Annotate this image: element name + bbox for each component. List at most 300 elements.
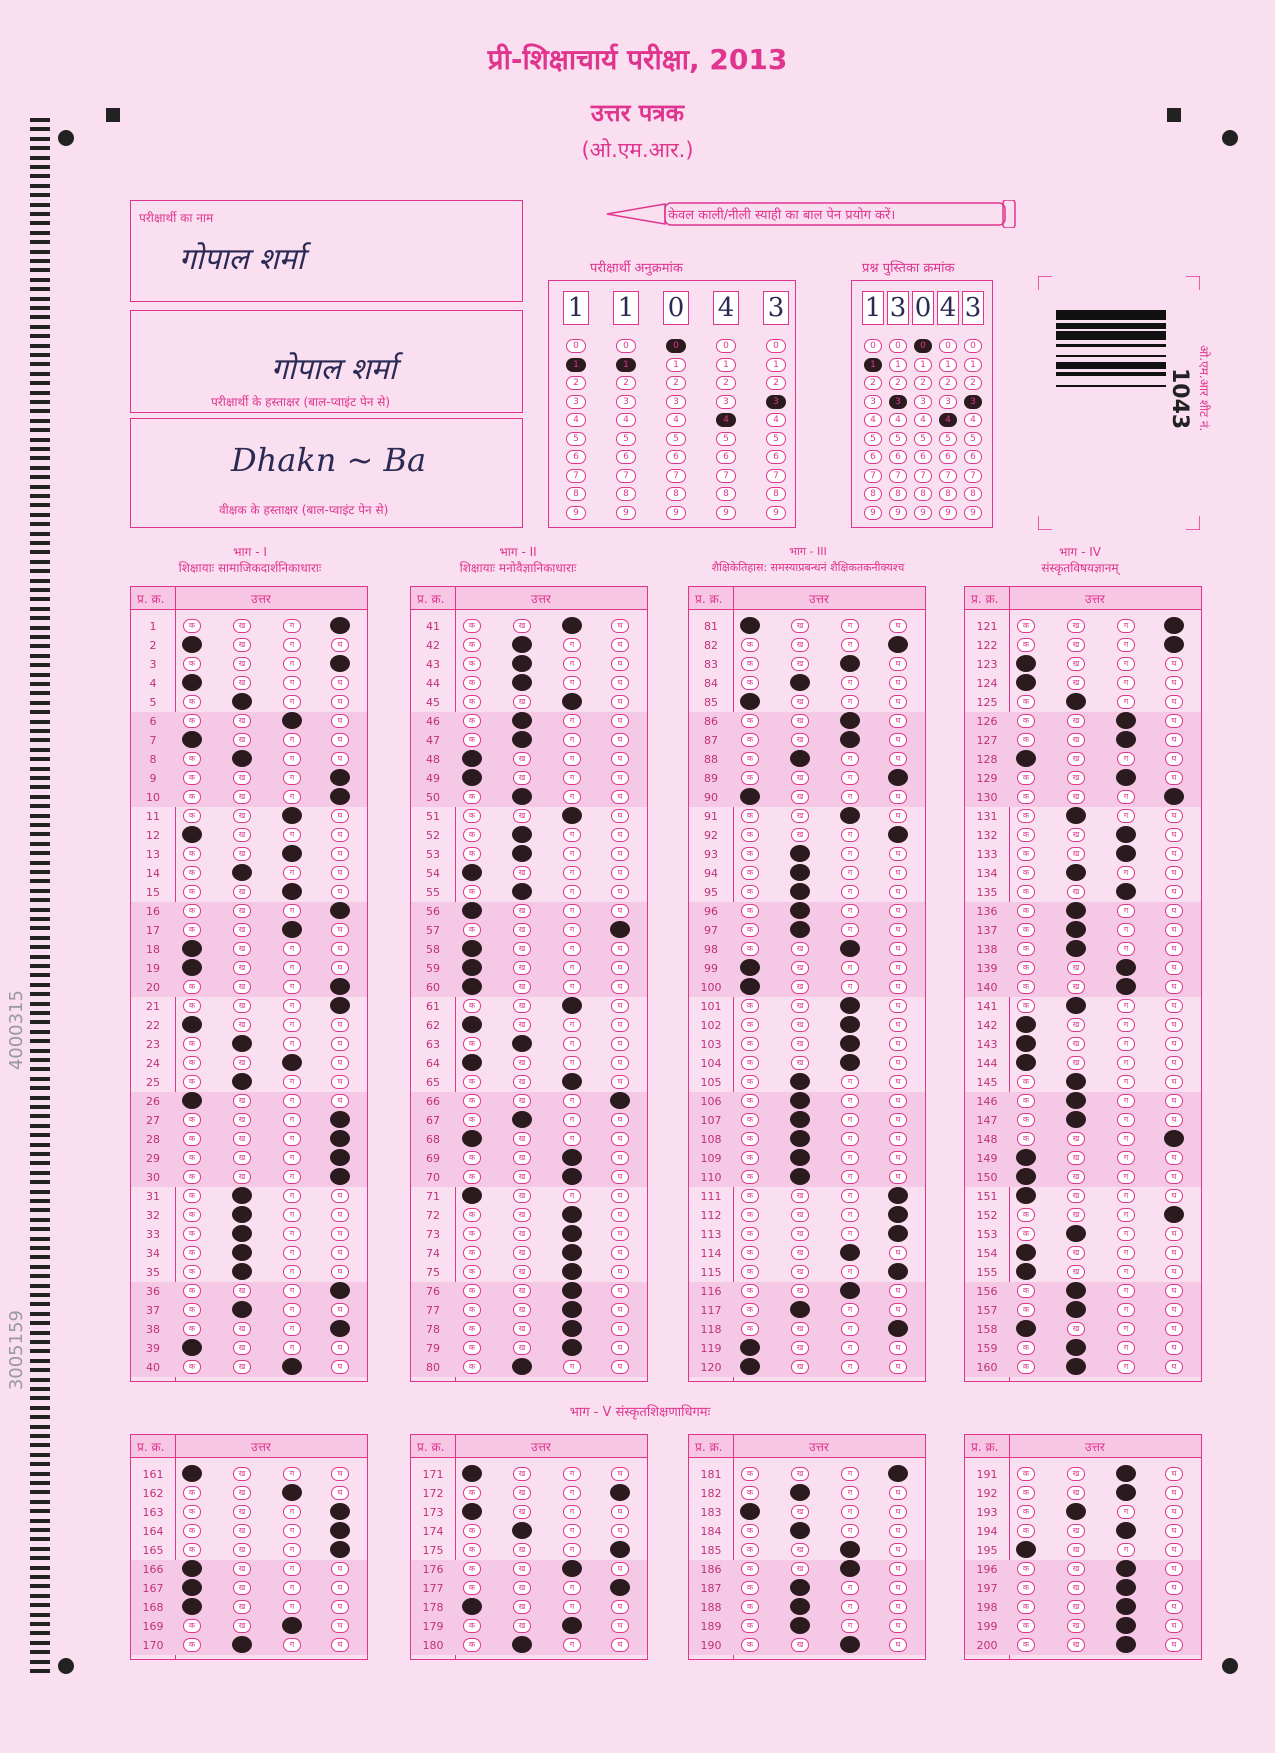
answer-bubble[interactable]: [330, 997, 350, 1014]
answer-bubble[interactable]: ख: [1067, 1638, 1085, 1652]
answer-bubble[interactable]: क: [741, 1094, 759, 1108]
answer-bubble[interactable]: क: [463, 1303, 481, 1317]
answer-bubble[interactable]: क: [1017, 1505, 1035, 1519]
answer-bubble[interactable]: [610, 1541, 630, 1558]
answer-bubble[interactable]: ग: [563, 1360, 581, 1374]
answer-bubble[interactable]: घ: [1165, 1562, 1183, 1576]
answer-bubble[interactable]: ग: [841, 1341, 859, 1355]
answer-bubble[interactable]: ख: [1067, 1562, 1085, 1576]
answer-bubble[interactable]: घ: [611, 733, 629, 747]
answer-bubble[interactable]: घ: [331, 1562, 349, 1576]
answer-bubble[interactable]: घ: [1165, 847, 1183, 861]
answer-bubble[interactable]: [1066, 921, 1086, 938]
answer-bubble[interactable]: ख: [513, 1543, 531, 1557]
answer-bubble[interactable]: [562, 1073, 582, 1090]
answer-bubble[interactable]: [232, 1187, 252, 1204]
digit-bubble[interactable]: 3: [939, 395, 957, 409]
answer-bubble[interactable]: ग: [1117, 1543, 1135, 1557]
answer-bubble[interactable]: क: [1017, 1600, 1035, 1614]
answer-bubble[interactable]: [562, 997, 582, 1014]
answer-bubble[interactable]: ग: [563, 1113, 581, 1127]
digit-bubble[interactable]: 5: [766, 432, 786, 446]
answer-bubble[interactable]: ग: [1117, 1360, 1135, 1374]
answer-bubble[interactable]: ख: [1067, 828, 1085, 842]
answer-bubble[interactable]: क: [741, 657, 759, 671]
digit-bubble[interactable]: 4: [666, 413, 686, 427]
answer-bubble[interactable]: [1116, 883, 1136, 900]
answer-bubble[interactable]: घ: [1165, 1075, 1183, 1089]
answer-bubble[interactable]: क: [183, 1132, 201, 1146]
answer-bubble[interactable]: ख: [513, 1581, 531, 1595]
answer-bubble[interactable]: ग: [841, 1132, 859, 1146]
digit-bubble[interactable]: 4: [566, 413, 586, 427]
answer-bubble[interactable]: [888, 1263, 908, 1280]
answer-bubble[interactable]: ख: [1067, 714, 1085, 728]
answer-bubble[interactable]: क: [463, 1037, 481, 1051]
answer-bubble[interactable]: घ: [331, 942, 349, 956]
answer-bubble[interactable]: क: [183, 1322, 201, 1336]
answer-bubble[interactable]: ख: [791, 1467, 809, 1481]
answer-bubble[interactable]: क: [741, 1619, 759, 1633]
answer-bubble[interactable]: क: [183, 1284, 201, 1298]
answer-bubble[interactable]: [1116, 845, 1136, 862]
answer-bubble[interactable]: घ: [611, 638, 629, 652]
digit-bubble[interactable]: 1: [766, 358, 786, 372]
answer-bubble[interactable]: [182, 826, 202, 843]
digit-box[interactable]: 0: [912, 291, 934, 325]
answer-bubble[interactable]: ग: [283, 1037, 301, 1051]
answer-bubble[interactable]: [840, 997, 860, 1014]
answer-bubble[interactable]: घ: [889, 1562, 907, 1576]
answer-bubble[interactable]: घ: [331, 828, 349, 842]
answer-bubble[interactable]: घ: [1165, 1265, 1183, 1279]
answer-bubble[interactable]: [840, 1560, 860, 1577]
answer-bubble[interactable]: [330, 769, 350, 786]
answer-bubble[interactable]: क: [1017, 790, 1035, 804]
answer-bubble[interactable]: ख: [513, 1208, 531, 1222]
answer-bubble[interactable]: [840, 712, 860, 729]
answer-bubble[interactable]: ख: [1067, 961, 1085, 975]
answer-bubble[interactable]: क: [741, 1189, 759, 1203]
digit-bubble[interactable]: 3: [666, 395, 686, 409]
answer-bubble[interactable]: ग: [563, 961, 581, 975]
answer-bubble[interactable]: [610, 1092, 630, 1109]
answer-bubble[interactable]: घ: [1165, 809, 1183, 823]
answer-bubble[interactable]: [462, 1130, 482, 1147]
answer-bubble[interactable]: ग: [283, 1094, 301, 1108]
answer-bubble[interactable]: [840, 1282, 860, 1299]
digit-bubble[interactable]: 0: [864, 339, 882, 353]
answer-bubble[interactable]: ख: [513, 1132, 531, 1146]
answer-bubble[interactable]: घ: [889, 1341, 907, 1355]
answer-bubble[interactable]: [330, 1149, 350, 1166]
answer-bubble[interactable]: घ: [1165, 828, 1183, 842]
answer-bubble[interactable]: ग: [841, 752, 859, 766]
answer-bubble[interactable]: [1066, 807, 1086, 824]
digit-bubble[interactable]: 8: [566, 487, 586, 501]
answer-bubble[interactable]: क: [741, 1151, 759, 1165]
answer-bubble[interactable]: [888, 1187, 908, 1204]
answer-bubble[interactable]: ख: [233, 904, 251, 918]
answer-bubble[interactable]: ख: [791, 771, 809, 785]
answer-bubble[interactable]: क: [741, 1284, 759, 1298]
answer-bubble[interactable]: ग: [841, 980, 859, 994]
answer-bubble[interactable]: ख: [233, 657, 251, 671]
answer-bubble[interactable]: घ: [1165, 1227, 1183, 1241]
answer-bubble[interactable]: ख: [791, 999, 809, 1013]
answer-bubble[interactable]: [330, 1130, 350, 1147]
answer-bubble[interactable]: घ: [889, 1638, 907, 1652]
digit-bubble[interactable]: 4: [939, 413, 957, 427]
answer-bubble[interactable]: घ: [1165, 1543, 1183, 1557]
answer-bubble[interactable]: घ: [1165, 752, 1183, 766]
answer-bubble[interactable]: ग: [283, 1208, 301, 1222]
answer-bubble[interactable]: ख: [513, 752, 531, 766]
answer-bubble[interactable]: [182, 1092, 202, 1109]
answer-bubble[interactable]: [512, 636, 532, 653]
answer-bubble[interactable]: घ: [611, 1562, 629, 1576]
answer-bubble[interactable]: ख: [513, 980, 531, 994]
answer-bubble[interactable]: ख: [233, 999, 251, 1013]
answer-bubble[interactable]: ख: [513, 923, 531, 937]
digit-bubble[interactable]: 7: [914, 469, 932, 483]
answer-bubble[interactable]: घ: [1165, 942, 1183, 956]
answer-bubble[interactable]: ग: [1117, 1265, 1135, 1279]
answer-bubble[interactable]: ग: [283, 980, 301, 994]
answer-bubble[interactable]: क: [1017, 809, 1035, 823]
answer-bubble[interactable]: ग: [283, 1151, 301, 1165]
digit-bubble[interactable]: 5: [864, 432, 882, 446]
digit-bubble[interactable]: 7: [864, 469, 882, 483]
answer-bubble[interactable]: ख: [791, 790, 809, 804]
answer-bubble[interactable]: ग: [283, 1113, 301, 1127]
answer-bubble[interactable]: ख: [791, 1208, 809, 1222]
answer-bubble[interactable]: घ: [611, 866, 629, 880]
answer-bubble[interactable]: [790, 1130, 810, 1147]
answer-bubble[interactable]: ख: [513, 961, 531, 975]
answer-bubble[interactable]: [562, 1225, 582, 1242]
answer-bubble[interactable]: ख: [513, 1075, 531, 1089]
answer-bubble[interactable]: घ: [331, 1075, 349, 1089]
answer-bubble[interactable]: क: [183, 885, 201, 899]
answer-bubble[interactable]: घ: [611, 1284, 629, 1298]
answer-bubble[interactable]: घ: [331, 1018, 349, 1032]
answer-bubble[interactable]: ग: [1117, 1170, 1135, 1184]
answer-bubble[interactable]: [182, 636, 202, 653]
digit-box[interactable]: 4: [937, 291, 959, 325]
answer-bubble[interactable]: क: [741, 1113, 759, 1127]
answer-bubble[interactable]: घ: [331, 1208, 349, 1222]
answer-bubble[interactable]: [330, 788, 350, 805]
answer-bubble[interactable]: ख: [233, 1505, 251, 1519]
answer-bubble[interactable]: [840, 807, 860, 824]
answer-bubble[interactable]: क: [741, 1543, 759, 1557]
digit-bubble[interactable]: 8: [716, 487, 736, 501]
digit-bubble[interactable]: 9: [566, 506, 586, 520]
answer-bubble[interactable]: [462, 978, 482, 995]
answer-bubble[interactable]: ख: [513, 1189, 531, 1203]
answer-bubble[interactable]: ख: [1067, 676, 1085, 690]
answer-bubble[interactable]: ख: [1067, 790, 1085, 804]
answer-bubble[interactable]: ग: [841, 1189, 859, 1203]
answer-bubble[interactable]: [512, 1636, 532, 1653]
answer-bubble[interactable]: [512, 655, 532, 672]
answer-bubble[interactable]: [182, 731, 202, 748]
digit-bubble[interactable]: 9: [939, 506, 957, 520]
answer-bubble[interactable]: ख: [1067, 1322, 1085, 1336]
answer-bubble[interactable]: क: [183, 1486, 201, 1500]
digit-bubble[interactable]: 6: [914, 450, 932, 464]
answer-bubble[interactable]: ग: [841, 695, 859, 709]
answer-bubble[interactable]: [330, 1320, 350, 1337]
answer-bubble[interactable]: ग: [841, 828, 859, 842]
answer-bubble[interactable]: घ: [889, 1505, 907, 1519]
answer-bubble[interactable]: [512, 1358, 532, 1375]
answer-bubble[interactable]: [182, 1016, 202, 1033]
answer-bubble[interactable]: घ: [889, 1524, 907, 1538]
answer-bubble[interactable]: [840, 655, 860, 672]
answer-bubble[interactable]: ग: [1117, 695, 1135, 709]
answer-bubble[interactable]: क: [1017, 1094, 1035, 1108]
digit-bubble[interactable]: 1: [889, 358, 907, 372]
answer-bubble[interactable]: ग: [283, 1341, 301, 1355]
answer-bubble[interactable]: क: [463, 923, 481, 937]
answer-bubble[interactable]: ग: [1117, 752, 1135, 766]
answer-bubble[interactable]: घ: [1165, 999, 1183, 1013]
answer-bubble[interactable]: [1116, 959, 1136, 976]
answer-bubble[interactable]: ख: [513, 1151, 531, 1165]
answer-bubble[interactable]: ग: [283, 1227, 301, 1241]
answer-bubble[interactable]: ख: [233, 809, 251, 823]
answer-bubble[interactable]: [790, 1522, 810, 1539]
answer-bubble[interactable]: ख: [1067, 1246, 1085, 1260]
digit-bubble[interactable]: 6: [939, 450, 957, 464]
answer-bubble[interactable]: ख: [513, 1562, 531, 1576]
answer-bubble[interactable]: घ: [611, 657, 629, 671]
answer-bubble[interactable]: ख: [1067, 1600, 1085, 1614]
answer-bubble[interactable]: घ: [1165, 1600, 1183, 1614]
answer-bubble[interactable]: घ: [889, 1303, 907, 1317]
answer-bubble[interactable]: ख: [233, 828, 251, 842]
answer-bubble[interactable]: ख: [233, 1094, 251, 1108]
answer-bubble[interactable]: घ: [611, 790, 629, 804]
answer-bubble[interactable]: घ: [611, 1056, 629, 1070]
answer-bubble[interactable]: ग: [563, 657, 581, 671]
answer-bubble[interactable]: [232, 693, 252, 710]
answer-bubble[interactable]: ख: [233, 923, 251, 937]
answer-bubble[interactable]: [1066, 1301, 1086, 1318]
answer-bubble[interactable]: [282, 921, 302, 938]
digit-bubble[interactable]: 3: [889, 395, 907, 409]
answer-bubble[interactable]: क: [463, 695, 481, 709]
answer-bubble[interactable]: [1016, 655, 1036, 672]
answer-bubble[interactable]: क: [463, 1075, 481, 1089]
answer-bubble[interactable]: क: [1017, 733, 1035, 747]
answer-bubble[interactable]: घ: [331, 866, 349, 880]
answer-bubble[interactable]: ग: [841, 619, 859, 633]
digit-bubble[interactable]: 0: [566, 339, 586, 353]
answer-bubble[interactable]: घ: [611, 1151, 629, 1165]
answer-bubble[interactable]: क: [741, 904, 759, 918]
answer-bubble[interactable]: घ: [611, 714, 629, 728]
answer-bubble[interactable]: ग: [283, 733, 301, 747]
answer-bubble[interactable]: घ: [1165, 866, 1183, 880]
answer-bubble[interactable]: क: [463, 1284, 481, 1298]
answer-bubble[interactable]: ख: [513, 904, 531, 918]
answer-bubble[interactable]: [740, 1358, 760, 1375]
answer-bubble[interactable]: ख: [233, 771, 251, 785]
answer-bubble[interactable]: ख: [1067, 657, 1085, 671]
answer-bubble[interactable]: ख: [233, 847, 251, 861]
answer-bubble[interactable]: [1016, 1187, 1036, 1204]
answer-bubble[interactable]: क: [183, 1037, 201, 1051]
answer-bubble[interactable]: [790, 750, 810, 767]
answer-bubble[interactable]: घ: [1165, 1505, 1183, 1519]
answer-bubble[interactable]: घ: [889, 1113, 907, 1127]
answer-bubble[interactable]: ख: [233, 1018, 251, 1032]
answer-bubble[interactable]: ग: [563, 1581, 581, 1595]
answer-bubble[interactable]: ख: [513, 1505, 531, 1519]
answer-bubble[interactable]: ग: [1117, 676, 1135, 690]
answer-bubble[interactable]: घ: [889, 1600, 907, 1614]
answer-bubble[interactable]: क: [183, 1056, 201, 1070]
answer-bubble[interactable]: ख: [1067, 638, 1085, 652]
answer-bubble[interactable]: क: [1017, 1132, 1035, 1146]
answer-bubble[interactable]: घ: [1165, 1638, 1183, 1652]
answer-bubble[interactable]: ख: [1067, 771, 1085, 785]
answer-bubble[interactable]: ग: [283, 1284, 301, 1298]
answer-bubble[interactable]: घ: [611, 1322, 629, 1336]
answer-bubble[interactable]: घ: [889, 1360, 907, 1374]
digit-bubble[interactable]: 0: [939, 339, 957, 353]
answer-bubble[interactable]: घ: [889, 676, 907, 690]
answer-bubble[interactable]: घ: [611, 1113, 629, 1127]
answer-bubble[interactable]: [1016, 1541, 1036, 1558]
answer-bubble[interactable]: [790, 1579, 810, 1596]
answer-bubble[interactable]: [330, 1503, 350, 1520]
answer-bubble[interactable]: ख: [513, 1322, 531, 1336]
digit-bubble[interactable]: 2: [914, 376, 932, 390]
answer-bubble[interactable]: ख: [791, 1018, 809, 1032]
answer-bubble[interactable]: ख: [233, 1284, 251, 1298]
answer-bubble[interactable]: ग: [841, 866, 859, 880]
digit-bubble[interactable]: 1: [864, 358, 882, 372]
answer-bubble[interactable]: ग: [841, 847, 859, 861]
answer-bubble[interactable]: [1164, 636, 1184, 653]
answer-bubble[interactable]: क: [463, 619, 481, 633]
answer-bubble[interactable]: ख: [513, 619, 531, 633]
answer-bubble[interactable]: ग: [563, 1638, 581, 1652]
answer-bubble[interactable]: ख: [513, 1600, 531, 1614]
answer-bubble[interactable]: घ: [889, 809, 907, 823]
answer-bubble[interactable]: [1116, 769, 1136, 786]
answer-bubble[interactable]: [182, 1339, 202, 1356]
answer-bubble[interactable]: ख: [513, 1265, 531, 1279]
answer-bubble[interactable]: [1066, 1111, 1086, 1128]
answer-bubble[interactable]: [512, 1522, 532, 1539]
answer-bubble[interactable]: [888, 769, 908, 786]
answer-bubble[interactable]: [462, 1465, 482, 1482]
digit-bubble[interactable]: 6: [964, 450, 982, 464]
digit-bubble[interactable]: 0: [766, 339, 786, 353]
answer-bubble[interactable]: ग: [841, 1113, 859, 1127]
answer-bubble[interactable]: [462, 1187, 482, 1204]
answer-bubble[interactable]: [1066, 1073, 1086, 1090]
answer-bubble[interactable]: ग: [563, 828, 581, 842]
answer-bubble[interactable]: ख: [1067, 733, 1085, 747]
answer-bubble[interactable]: ग: [1117, 1151, 1135, 1165]
answer-bubble[interactable]: घ: [611, 1018, 629, 1032]
answer-bubble[interactable]: [1066, 1358, 1086, 1375]
answer-bubble[interactable]: [790, 921, 810, 938]
answer-bubble[interactable]: [790, 845, 810, 862]
answer-bubble[interactable]: क: [741, 752, 759, 766]
answer-bubble[interactable]: क: [463, 1151, 481, 1165]
answer-bubble[interactable]: [182, 959, 202, 976]
answer-bubble[interactable]: ख: [233, 942, 251, 956]
answer-bubble[interactable]: क: [463, 1638, 481, 1652]
answer-bubble[interactable]: ख: [233, 1581, 251, 1595]
answer-bubble[interactable]: [1116, 712, 1136, 729]
answer-bubble[interactable]: घ: [1165, 923, 1183, 937]
answer-bubble[interactable]: ग: [283, 1170, 301, 1184]
answer-bubble[interactable]: [330, 902, 350, 919]
answer-bubble[interactable]: [1066, 1339, 1086, 1356]
answer-bubble[interactable]: [232, 1263, 252, 1280]
digit-bubble[interactable]: 3: [864, 395, 882, 409]
answer-bubble[interactable]: घ: [889, 733, 907, 747]
answer-bubble[interactable]: ख: [791, 619, 809, 633]
answer-bubble[interactable]: क: [183, 1619, 201, 1633]
answer-bubble[interactable]: ख: [233, 961, 251, 975]
answer-bubble[interactable]: ग: [563, 1600, 581, 1614]
answer-bubble[interactable]: [182, 1579, 202, 1596]
answer-bubble[interactable]: ग: [283, 1600, 301, 1614]
answer-bubble[interactable]: क: [1017, 942, 1035, 956]
answer-bubble[interactable]: घ: [1165, 1037, 1183, 1051]
answer-bubble[interactable]: [790, 1598, 810, 1615]
answer-bubble[interactable]: [232, 1301, 252, 1318]
answer-bubble[interactable]: घ: [331, 695, 349, 709]
answer-bubble[interactable]: ग: [1117, 638, 1135, 652]
digit-bubble[interactable]: 7: [566, 469, 586, 483]
answer-bubble[interactable]: घ: [889, 1075, 907, 1089]
answer-bubble[interactable]: ग: [841, 1322, 859, 1336]
answer-bubble[interactable]: क: [183, 1543, 201, 1557]
answer-bubble[interactable]: ग: [1117, 999, 1135, 1013]
answer-bubble[interactable]: ख: [233, 1360, 251, 1374]
answer-bubble[interactable]: क: [1017, 1284, 1035, 1298]
answer-bubble[interactable]: ग: [283, 1505, 301, 1519]
answer-bubble[interactable]: ग: [1117, 1341, 1135, 1355]
answer-bubble[interactable]: क: [463, 1208, 481, 1222]
answer-bubble[interactable]: [1116, 1636, 1136, 1653]
answer-bubble[interactable]: ग: [1117, 942, 1135, 956]
answer-bubble[interactable]: [740, 788, 760, 805]
answer-bubble[interactable]: ग: [841, 1151, 859, 1165]
answer-bubble[interactable]: क: [463, 1246, 481, 1260]
answer-bubble[interactable]: क: [183, 1227, 201, 1241]
answer-bubble[interactable]: क: [1017, 904, 1035, 918]
answer-bubble[interactable]: घ: [1165, 1151, 1183, 1165]
answer-bubble[interactable]: [282, 883, 302, 900]
answer-bubble[interactable]: ख: [791, 1360, 809, 1374]
answer-bubble[interactable]: क: [183, 980, 201, 994]
answer-bubble[interactable]: घ: [889, 980, 907, 994]
answer-bubble[interactable]: घ: [331, 1581, 349, 1595]
answer-bubble[interactable]: ग: [841, 1075, 859, 1089]
answer-bubble[interactable]: घ: [1165, 1189, 1183, 1203]
